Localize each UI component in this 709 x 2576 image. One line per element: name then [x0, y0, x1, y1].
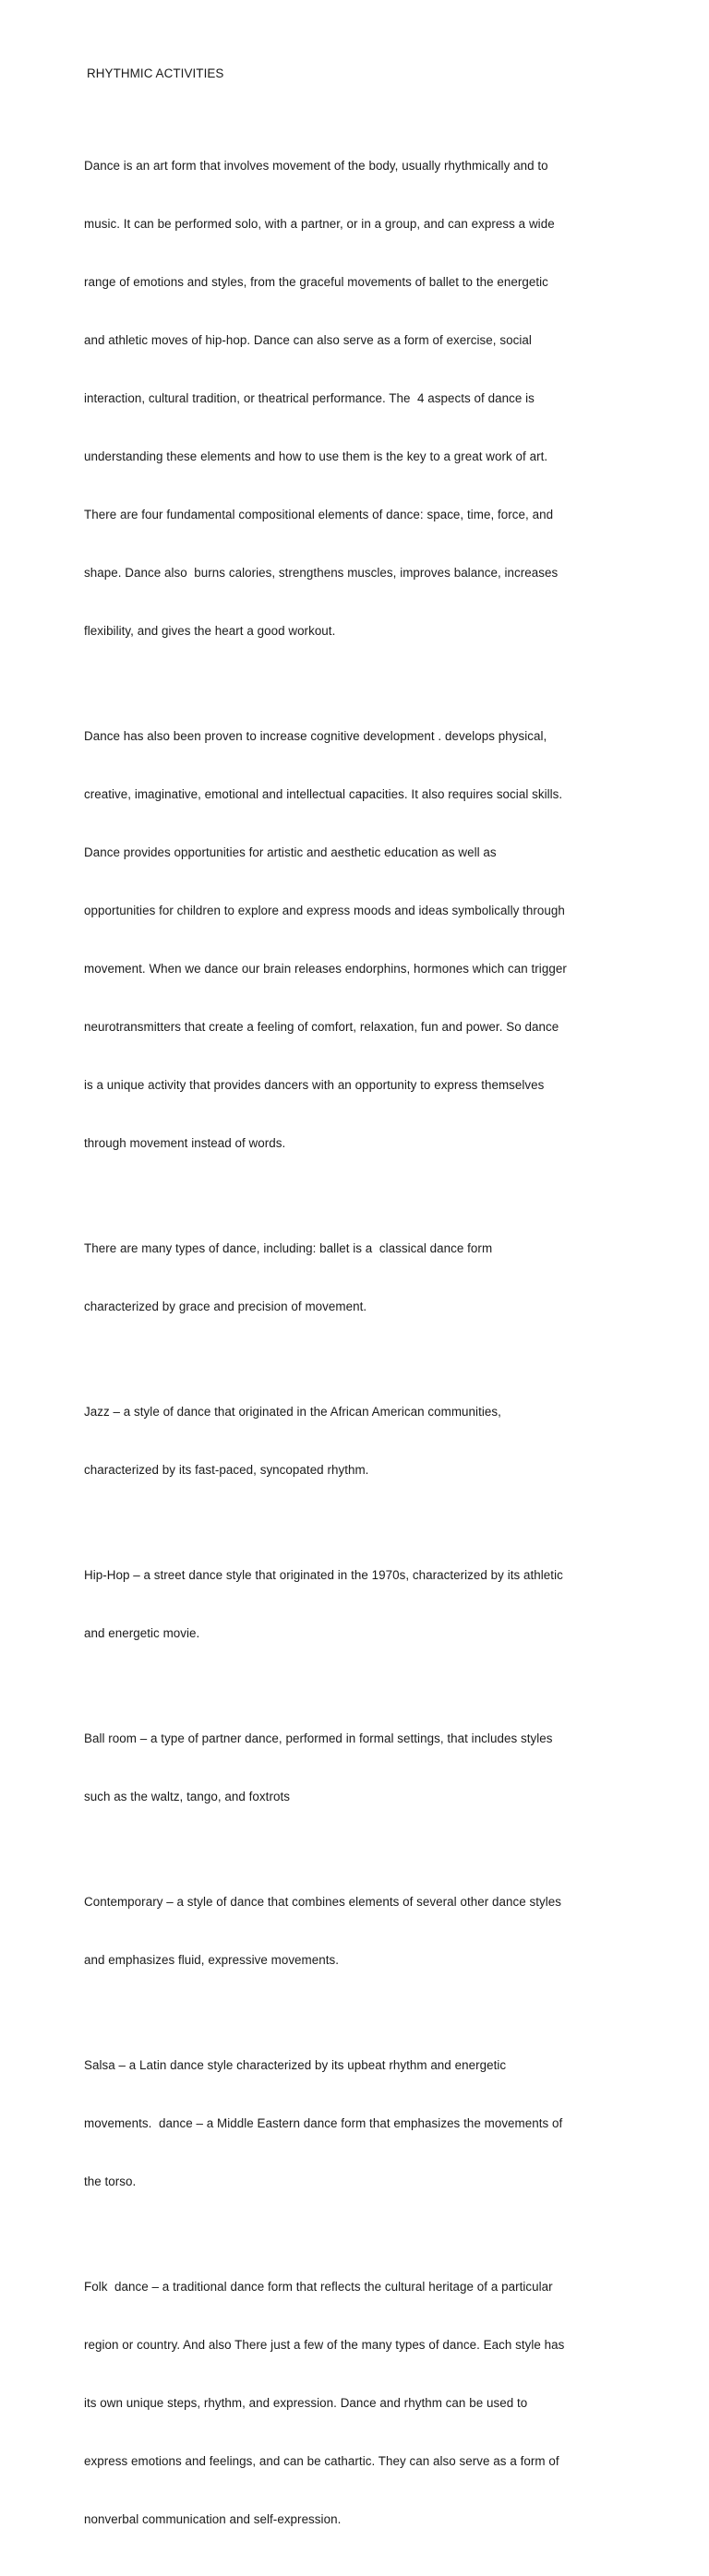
text-line: region or country. And also There just a few of the many types of dance. Each style has — [84, 2338, 565, 2352]
text-line: movement. When we dance our brain releases endorphins, hormones which can trigger — [84, 962, 567, 976]
text-line: Dance has also been proven to increase cognitive development . develops physical, — [84, 729, 547, 743]
text-line: There are many types of dance, including: ballet is a classical dance form — [84, 1241, 493, 1255]
text-line: Hip-Hop – a street dance style that originated in the 1970s, characterized by its athletic — [84, 1568, 563, 1582]
paragraph-salsa — [84, 2017, 618, 2230]
text-line: creative, imaginative, emotional and intellectual capacities. It also requires social skills. — [84, 787, 563, 801]
text-line: Contemporary – a style of dance that combines elements of several other dance styles — [84, 1895, 562, 1909]
text-line: flexibility, and gives the heart a good workout. — [84, 624, 336, 638]
text-line: and energetic movie. — [84, 1626, 200, 1640]
text-line: nonverbal communication and self-expression. — [84, 2512, 342, 2526]
text-line: shape. Dance also burns calories, strengthens muscles, improves balance, increases — [84, 566, 559, 580]
text-line: the torso. — [84, 2175, 137, 2188]
text-line: and athletic moves of hip-hop. Dance can also serve as a form of exercise, social — [84, 333, 532, 347]
text-line: characterized by grace and precision of movement. — [84, 1300, 367, 1313]
paragraph-contemporary — [84, 1853, 618, 2008]
text-line: express emotions and feelings, and can be cathartic. They can also serve as a form of — [84, 2454, 559, 2468]
text-line: range of emotions and styles, from the graceful movements of ballet to the energetic — [84, 275, 548, 289]
text-line: opportunities for children to explore and express moods and ideas symbolically through — [84, 904, 565, 917]
text-line: interaction, cultural tradition, or theatrical performance. The 4 aspects of dance is — [84, 391, 535, 405]
document-title: RHYTHMIC ACTIVITIES — [87, 66, 224, 80]
text-line: characterized by its fast-paced, syncopated rhythm. — [84, 1463, 369, 1477]
paragraph-cognitive-development — [84, 688, 618, 1192]
text-line: Salsa – a Latin dance style characterized by its upbeat rhythm and energetic — [84, 2058, 507, 2072]
text-line: Folk dance – a traditional dance form that reflects the cultural heritage of a particular — [84, 2280, 553, 2294]
paragraph-types-ballet — [84, 1200, 618, 1355]
text-line: Dance is an art form that involves movement of the body, usually rhythmically and to — [84, 159, 548, 173]
text-line: Jazz – a style of dance that originated in the African American communities, — [84, 1405, 501, 1419]
text-line: its own unique steps, rhythm, and expression. Dance and rhythm can be used to — [84, 2396, 528, 2410]
paragraph-folk — [84, 2238, 618, 2568]
text-line: understanding these elements and how to use them is the key to a great work of art. — [84, 449, 548, 463]
paragraph-jazz — [84, 1363, 618, 1518]
text-line: Dance provides opportunities for artistic and aesthetic education as well as — [84, 845, 497, 859]
text-line: Ball room – a type of partner dance, performed in formal settings, that includes styles — [84, 1731, 553, 1745]
text-line: movements. dance – a Middle Eastern dance form that emphasizes the movements of — [84, 2116, 563, 2130]
text-line: is a unique activity that provides dancers with an opportunity to express themselves — [84, 1078, 545, 1092]
text-line: music. It can be performed solo, with a partner, or in a group, and can express a wide — [84, 217, 555, 231]
paragraph-ballroom — [84, 1690, 618, 1845]
text-line: and emphasizes fluid, expressive movements. — [84, 1953, 340, 1967]
paragraph-hip-hop — [84, 1527, 618, 1682]
text-line: such as the waltz, tango, and foxtrots — [84, 1790, 290, 1803]
document-body — [84, 117, 618, 2576]
paragraph-dance-definition — [84, 117, 618, 679]
text-line: There are four fundamental compositional elements of dance: space, time, force, and — [84, 508, 554, 521]
text-line: neurotransmitters that create a feeling of comfort, relaxation, fun and power. So dance — [84, 1020, 559, 1034]
text-line: through movement instead of words. — [84, 1136, 286, 1150]
